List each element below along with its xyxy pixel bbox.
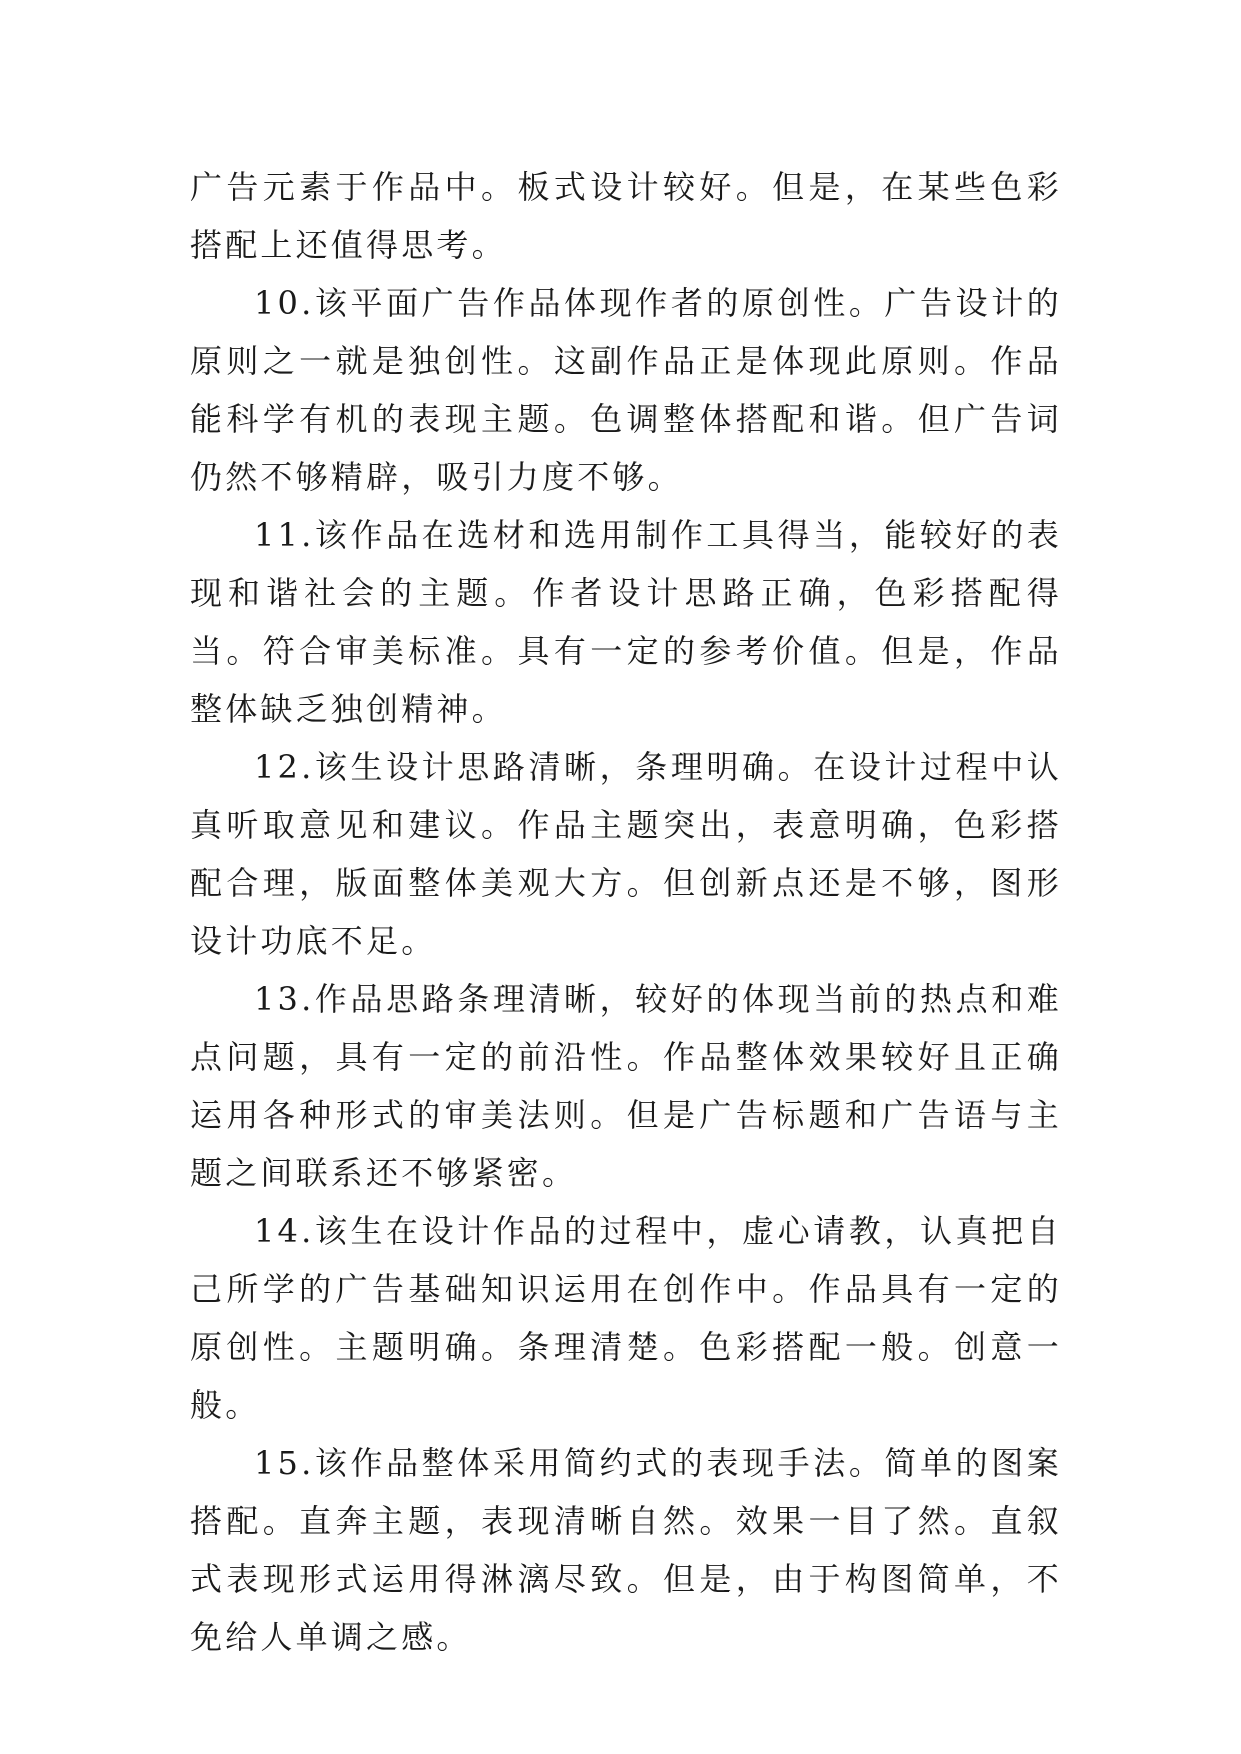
document-body [190,158,1062,1666]
paragraph-item-12: 12.该生设计思路清晰，条理明确。在设计过程中认真听取意见和建议。作品主题突出，表意明确，色彩搭配合理，版面整体美观大方。但创新点还是不够，图形设计功底不足。 [190,748,1062,960]
paragraph-item-14: 14.该生在设计作品的过程中，虚心请教，认真把自己所学的广告基础知识运用在创作中。作品具有一定的原创性。主题明确。条理清楚。色彩搭配一般。创意一般。 [190,1212,1062,1424]
paragraph-continued: 广告元素于作品中。板式设计较好。但是，在某些色彩搭配上还值得思考。 [190,168,1062,264]
paragraph-item-10: 10.该平面广告作品体现作者的原创性。广告设计的原则之一就是独创性。这副作品正是体现此原则。作品能科学有机的表现主题。色调整体搭配和谐。但广告词仍然不够精辟，吸引力度不够。 [190,284,1062,496]
paragraph-item-15: 15.该作品整体采用简约式的表现手法。简单的图案搭配。直奔主题，表现清晰自然。效果一目了然。直叙式表现形式运用得淋漓尽致。但是，由于构图简单，不免给人单调之感。 [190,1444,1062,1656]
paragraph-item-13: 13.作品思路条理清晰，较好的体现当前的热点和难点问题，具有一定的前沿性。作品整体效果较好且正确运用各种形式的审美法则。但是广告标题和广告语与主题之间联系还不够紧密。 [190,980,1062,1192]
paragraph-item-11: 11.该作品在选材和选用制作工具得当，能较好的表现和谐社会的主题。作者设计思路正确，色彩搭配得当。符合审美标准。具有一定的参考价值。但是，作品整体缺乏独创精神。 [190,516,1062,728]
